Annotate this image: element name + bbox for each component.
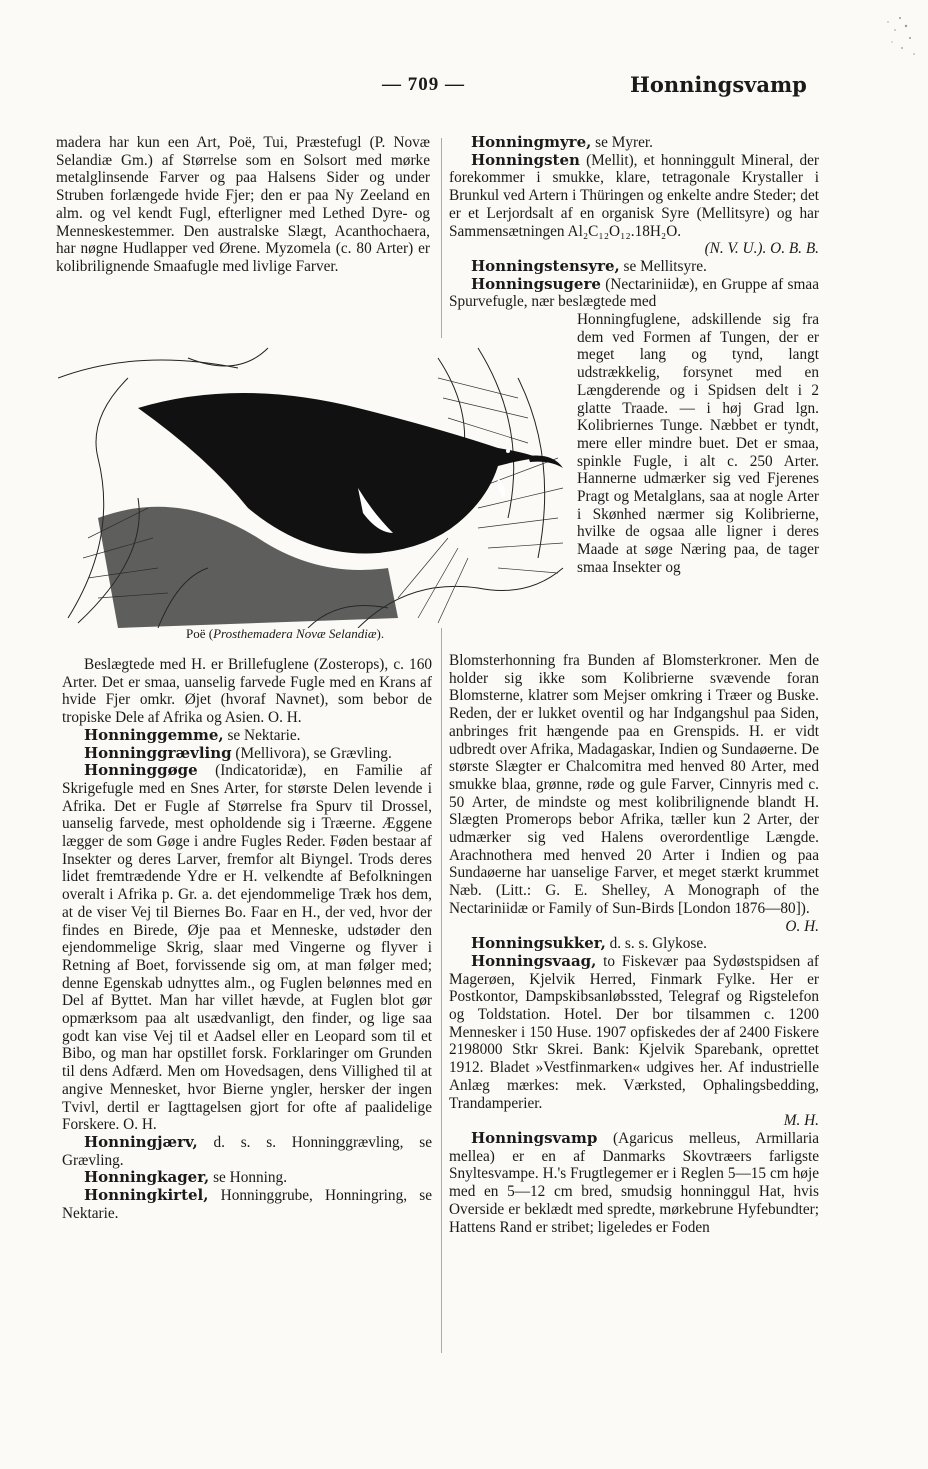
paragraph: Beslægtede med H. er Brillefuglene (Zosterops), c. 160 Arter. Det er smaa, uanselig farvede Fugle med en Krans af hvide Fjer omkr. Øjet (hvoraf Navnet), som bebor de tropiske Dele af Afrika og Asien. O. H.	[62, 656, 432, 727]
column-rule	[441, 138, 442, 1353]
right-column	[449, 134, 819, 577]
signature: (N. V. U.). O. B. B.	[704, 240, 819, 258]
entry-honningsugere: Honningsugere (Nectariniidæ), en Gruppe af smaa Spurvefugle, nær beslægtede med	[449, 274, 819, 311]
entry-honningjaerv: Honningjærv, d. s. s. Honninggrævling, se Grævling.	[62, 1132, 432, 1169]
entry-honninggemme: Honninggemme, se Nektarie.	[84, 725, 301, 744]
right-column-lower	[449, 652, 819, 1236]
entry-honningkirtel: Honningkirtel, Honninggrube, Honningring, se Nektarie.	[62, 1186, 432, 1222]
paragraph: madera har kun een Art, Poë, Tui, Præstefugl (P. Novæ Selandiæ Gm.) af Størrelse som en Solsort med mørke metalglinsende Farver og paa Halsens Sider og under Struben forlængede hvide Fjer; den er paa Ny Zeeland en alm. og vel kendt Fugl, efterligner med Lethed Dyre- og Menneskestemmer. Den australske Slægt, Acanthochaera, har nøgne Hudlapper ved Ørene. Myzomela (c. 80 Arter) er kolibrilignende Smaafugle med livlige Farver.	[56, 134, 430, 275]
entry-honningsugere-wrapped: Honningfuglene, adskillende sig fra dem ved Formen af Tungen, der er meget lang og tynd, langt udstrækkelig, forsynet med en Længderende og i Spidsen delt i 2 glatte Traade. — i høj Grad lgn. Kolibriernes Tunge. Næbbet er tyndt, mere eller mindre buet. Det er smaa, spinkle Fugle, i alt c. 250 Arter. Hannerne udmærker sig ved Fjerenes Pragt og Metalglans, saa at nogle Arter i Skønhed nærmer sig Kolibrierne, hvilke de ogsaa alle ligner i deres Maade at søge Næring paa, de tager smaa Insekter og	[577, 311, 819, 576]
entry-honningkager: Honningkager, se Honning.	[84, 1168, 288, 1187]
figure-caption: Poë (Prosthemadera Novæ Selandiæ).	[186, 626, 385, 641]
running-head: Honningsvamp	[630, 72, 807, 97]
entry-honningsvaag: Honningsvaag, to Fiskevær paa Sydøstspidsen af Magerøen, Kjelvik Herred, Finmark Fylke. Her er Postkontor, Dampskibsanløbssted, Telegraf og Rigstelefon og Toldstation. Hotel. Der bor tilsammen c. 1200 Mennesker i 150 Huse. 1907 opfiskedes der af 2400 Fiskere 2198000 Stkr Skrei. Bank: Kjelvik Sparebank, oprettet 1912. Bladet »Vestfinmarken« udgives her. Af industrielle Anlæg mærkes: mek. Værksted, Ophalingsbedding, Trandamperier.	[449, 951, 819, 1112]
entry-honninggoge: Honninggøge (Indicatoridæ), en Familie af Skrigefugle med en Snes Arter, for største Delen levende i Afrika. Det er Fugle af Størrelse fra Spurv til Drossel, uanselig farvede, mest opholdende sig i Træerne. Æggene lægger de som Gøge i andre Fugles Reder. Føden bestaar af Insekter og deres Larver, fremfor alt Biyngel. Trods deres lidet fremtrædende Ydre er H. velkendte af Befolkningen overalt i Afrika p. Gr. a. det ejendommelige Træk hos dem, at de viser Vej til Biernes Bo. Faar en H., der ved, hvor der findes en Birede, Øje paa et Menneske, udstøder den ejendommelige Skrig, slaar med Vingerne og flyver i Retning af Boet, forvissende sig om, at man følger med; denne Egenskab udnyttes alm., og Fuglen belønnes med en Del af Byttet. Man har villet hævde, at Fuglen blot gør opmærksom paa alt usædvanligt, den finder, og lige saa godt kan vise Vej til et Aadsel eller en Leopard som til et Bibo, og man har opstillet forsk. Forklaringer om Grunden til dens Adfærd. Men om Hovedsagen, dens Villighed til at angive Mennesket, hvor Bierne yngler, hersker der ingen Tvivl, dertil er Iagttagelsen gjort for ofte af paalidelige Forskere. O. H.	[62, 761, 432, 1134]
entry-honningsugere-cont: Blomsterhonning fra Bunden af Blomsterkroner. Men de holder sig ikke som Kolibrierne svævende foran Blomsterne, klatrer som Mejser omkring i Træer og Buske. Reden, der er lukket oventil og har Indgangshul paa Siden, anbringes frit hængende paa en Grenspids. H. er vidt udbredt over Afrika, Madagaskar, Indien og Sundaøerne. De største Slægter er Chalcomitra med henved 80 Arter, med smukke blaa, grønne, røde og gule Farver, Cinnyris med c. 50 Arter, de mindste og mest kolibrilignende blandt H. Slægten Promerops bebor Afrika, tæller kun 2 Arter, der udmærker sig ved Halens overordentlige Længde. Arachnothera med henved 20 Arter i Indien og paa Sundaøerne har uanselige Farver, et meget stærkt krummet Næb. (Litt.: G. E. Shelley, A Monograph of the Nectariniidæ or Family of Sun-Birds [London 1876—80]).	[449, 652, 819, 917]
entry-honningsukker: Honningsukker, d. s. s. Glykose.	[471, 934, 707, 953]
corner-speckle-decoration	[840, 8, 920, 68]
entry-honningsten: Honningsten (Mellit), et honninggult Mineral, der forekommer i smukke, klare, tetragonale Krystaller i Brunkul ved Artern i Thüringen og enkelte andre Steder; det er et Lerjordsalt af en organisk Syre (Mellitsyre) og har Sammensætningen Al₂C₁₂O₁₂.18H₂O.	[449, 150, 819, 240]
page-number: — 709 —	[382, 74, 465, 95]
entry-honningmyre: Honningmyre, se Myrer.	[471, 133, 653, 151]
entry-honningstensyre: Honningstensyre, se Mellitsyre.	[471, 256, 707, 275]
entry-honninggraevling: Honninggrævling (Mellivora), se Grævling.	[84, 743, 392, 762]
left-column-bottom	[62, 656, 432, 1223]
left-column-top	[56, 134, 430, 276]
signature: M. H.	[783, 1112, 819, 1130]
entry-honningsvamp: Honningsvamp (Agaricus melleus, Armillaria mellea) er en af Danmarks Skovtræers farligste Snyltesvampe. H.'s Frugtlegemer er i Reglen 5—15 cm høje med en 5—12 cm bred, smudsig honninggul Hat, hvis Overside er beklædt med spredte, mørkebrune Hyfebundter; Hattens Rand er stribet; ligeledes er Foden	[449, 1128, 819, 1236]
signature: O. H.	[785, 917, 819, 935]
